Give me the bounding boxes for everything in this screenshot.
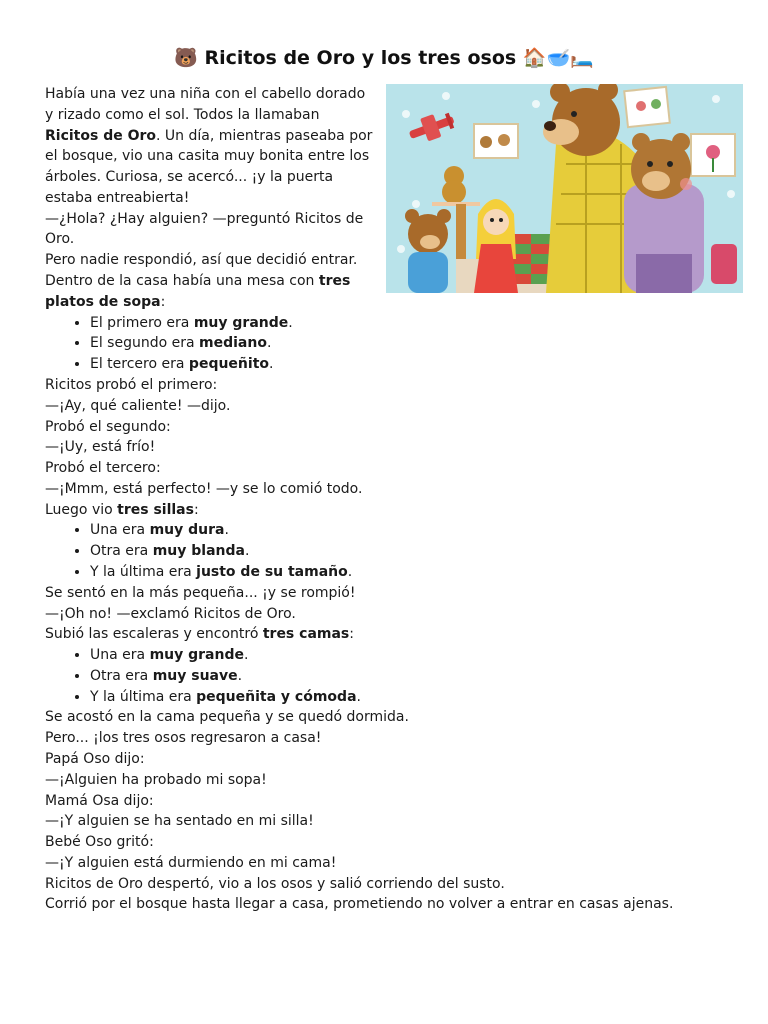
paragraph: Ricitos de Oro despertó, vio a los osos y salió corriendo del susto.: [45, 875, 505, 892]
text-run: .: [243, 647, 249, 664]
paragraph: Corrió por el bosque hasta llegar a casa, prometiendo no volver a entrar en casas ajenas.: [45, 896, 674, 913]
text-run: :: [160, 293, 166, 310]
page-title: 🐻 Ricitos de Oro y los tres osos 🏠🥣🛏️: [174, 47, 594, 69]
text-run: Otra era: [90, 667, 153, 684]
bold-text: pequeñito: [188, 356, 269, 373]
list-item: [90, 645, 745, 666]
text-run: .: [224, 522, 229, 539]
text-run: .: [244, 543, 250, 560]
chairs-list: [45, 520, 745, 582]
bold-text: muy blanda: [152, 543, 245, 560]
paragraph: Pero nadie respondió, así que decidió entrar.: [45, 252, 358, 269]
bold-text: justo de su tamaño: [196, 563, 348, 580]
bold-text: mediano: [199, 335, 267, 352]
bold-text: tres platos de sopa: [45, 273, 351, 310]
list-item: [90, 333, 745, 354]
text-run: Y la última era: [90, 688, 197, 705]
bold-text: muy grande: [193, 314, 289, 331]
paragraph-intro: [45, 84, 377, 209]
dialogue-line: —¡Mmm, está perfecto! —y se lo comió todo.: [45, 480, 363, 497]
text-run: Una era: [90, 522, 150, 539]
paragraph: [45, 624, 745, 645]
story-text: [45, 84, 745, 915]
paragraph: Ricitos probó el primero:: [45, 376, 218, 393]
text-run: Otra era: [90, 543, 153, 560]
text-run: .: [288, 314, 293, 331]
text-run: :: [193, 501, 199, 518]
text-run: .: [356, 688, 361, 705]
bold-text: muy grande: [149, 647, 244, 664]
list-item: [90, 541, 745, 562]
dialogue-line: —¡Alguien ha probado mi sopa!: [45, 771, 267, 788]
text-run: El tercero era: [90, 356, 189, 373]
bold-text: Ricitos de Oro: [45, 127, 157, 144]
text-run: :: [349, 626, 354, 643]
text-run: El segundo era: [90, 335, 200, 352]
dialogue-line: —¡Ay, qué caliente! —dijo.: [45, 397, 231, 414]
list-item: [90, 354, 745, 375]
dialogue-line: —¡Y alguien está durmiendo en mi cama!: [45, 854, 337, 871]
text-run: El primero era: [90, 314, 194, 331]
bold-text: muy dura: [149, 522, 225, 539]
paragraph: [45, 271, 377, 313]
bold-text: tres camas: [262, 626, 350, 643]
text-run: Subió las escaleras y encontró: [45, 626, 263, 643]
soup-list: [45, 313, 745, 375]
text-run: .: [347, 563, 353, 580]
paragraph: Probó el tercero:: [45, 460, 161, 477]
list-item: [90, 520, 745, 541]
text-run: .: [269, 356, 274, 373]
paragraph: Mamá Osa dijo:: [45, 792, 154, 809]
bold-text: tres sillas: [117, 501, 194, 518]
text-run: Había una vez una niña con el cabello dorado y rizado como el sol. Todos la llamaban: [45, 86, 366, 123]
bold-text: pequeñita y cómoda: [196, 688, 357, 705]
text-run: Y la última era: [90, 563, 197, 580]
dialogue-line: —¡Y alguien se ha sentado en mi silla!: [45, 813, 314, 830]
dialogue-line: —¿Hola? ¿Hay alguien? —preguntó Ricitos de Oro.: [45, 210, 364, 248]
paragraph: [45, 500, 745, 521]
paragraph: Pero... ¡los tres osos regresaron a casa!: [45, 730, 322, 747]
text-run: .: [237, 667, 243, 684]
text-run: .: [266, 335, 272, 352]
list-item: [90, 562, 745, 583]
paragraph: Se acostó en la cama pequeña y se quedó dormida.: [45, 709, 409, 726]
text-run: . Un día, mientras paseaba por el bosque, vio una casita muy bonita entre los árboles. Curiosa, se acercó... ¡y la puerta estaba entreabierta!: [45, 127, 373, 206]
text-run: Una era: [90, 647, 150, 664]
list-item: [90, 313, 745, 334]
paragraph: Papá Oso dijo:: [45, 751, 145, 767]
beds-list: [45, 645, 745, 707]
text-run: Luego vio: [45, 501, 118, 518]
dialogue-line: —¡Oh no! —exclamó Ricitos de Oro.: [45, 605, 296, 622]
bold-text: muy suave: [152, 667, 238, 684]
text-run: Dentro de la casa había una mesa con: [45, 273, 319, 290]
dialogue-line: —¡Uy, está frío!: [45, 439, 156, 456]
list-item: [90, 687, 745, 708]
list-item: [90, 666, 745, 687]
paragraph: Bebé Oso gritó:: [45, 834, 154, 851]
paragraph: Se sentó en la más pequeña... ¡y se rompió!: [45, 584, 356, 601]
paragraph: Probó el segundo:: [45, 418, 171, 435]
